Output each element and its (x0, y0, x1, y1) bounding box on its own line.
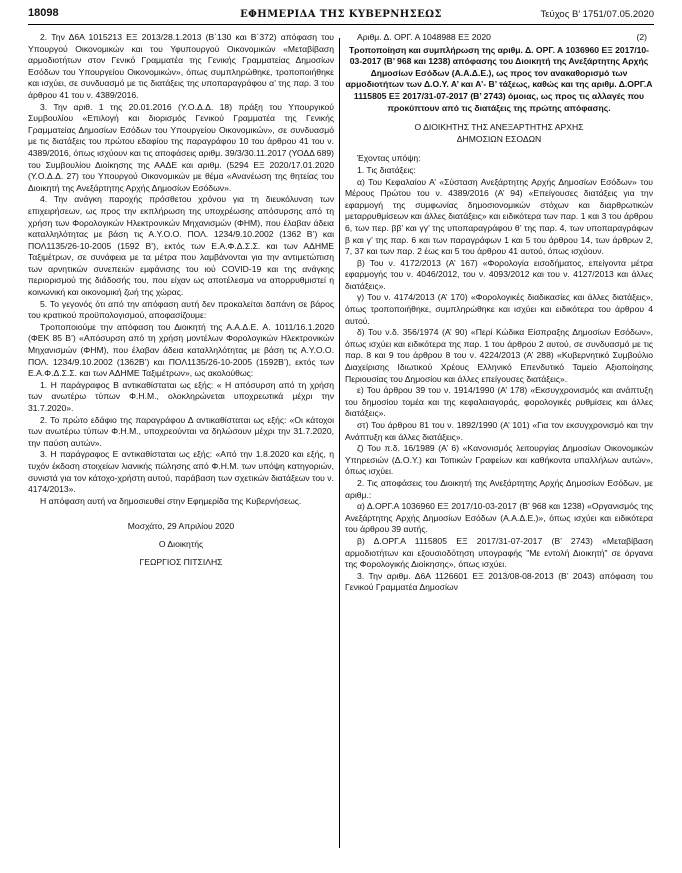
decision-title: Τροποποίηση και συμπλήρωση της αριθμ. Δ. ΟΡΓ. Α 1036960 ΕΞ 2017/10-03-2017 (Β’ 968 και 1238) απόφασης του Διοικητή της Ανεξάρτητης Αρχής Δημοσίων Εσόδων (Α.Α.Δ.Ε.), ως προς τον ανακαθορισμό των αρμοδιοτήτων των Δ.Ο.Υ. Α’ και Α’- Β’ τάξεως, καθώς και της αριθμ. Δ.ΟΡΓ.Α 1115805 ΕΞ 2017/31-07-2017 (Β’ 2743) όμοιας, ως προς τις αλλαγές που προκύπτουν από τις διατάξεις της πρώτης απόφασης. (345, 44, 653, 113)
paragraph: 3. Την αριθμ. Δ6Α 1126601 ΕΞ 2013/08-08-2013 (Β’ 2043) απόφαση του Γενικού Γραμματέα Δημοσίων (345, 570, 653, 593)
paragraph: 4. Την ανάγκη παροχής πρόσθετου χρόνου για τη διευκόλυνση των επιχειρήσεων, ως προς την εκπλήρωση της υποχρέωσης απόσυρσης από τη χρήση των Φορολογικών Ηλεκτρονικών Μηχανισμών (ΦΗΜ), που έλαβαν άδεια καταλληλότητας με βάση τις Α.Υ.Ο.Ο. ΠΟΛ. 1234/9.10.2002 (1362 Β’) και ΠΟΛ1135/26-10-2005 (1592 Β’), εκτός των Ε.Α.Φ.Δ.Σ.Σ. και των ΑΔΗΜΕ Ταξιμέτρων, σε συνάφεια με τα μέτρα που λαμβάνονται για την αντιμετώπιση των αρνητικών συνεπειών εμφάνισης του ιού COVID-19 και της ανάγκης περιορισμού της διάδοσής του, που είχαν ως αποτέλεσμα να απορρυθμιστεί η κοινωνική και οικονομική ζωή της χώρας. (28, 194, 334, 298)
paragraph: δ) Του ν.δ. 356/1974 (Α’ 90) «Περί Κώδικα Είσπραξης Δημοσίων Εσόδων», όπως ισχύει και ειδικότερα της παρ. 1 του άρθρου 2 αυτού, σε συνδυασμό με τις παρ. 8 και 9 του άρθρου 8 του ν. 4224/2013 (Α’ 288) «Κυβερνητικό Συμβούλιο Διαχείρισης Ιδιωτικού Χρέους Ελληνικό Επενδυτικό Ταμείο Αξιοποίησης Περιουσίας του Δημοσίου και άλλες επείγουσες διατάξεις». (345, 327, 653, 384)
paragraph: 2. Το πρώτο εδάφιο της παραγράφου Δ αντικαθίσταται ως εξής: «Οι κάτοχοι των ανωτέρω τύπων Φ.Η.Μ., υποχρεούνται να δηλώσουν μέχρι την 31.7.2020, την παύση αυτών». (28, 414, 334, 448)
paragraph: 2. Την Δ6Α 1015213 ΕΞ 2013/28.1.2013 (Β΄130 και Β΄372) απόφαση του Υπουργού Οικονομικών και του Υφυπουργού Οικονομικών «Μεταβίβαση αρμοδιοτήτων στον Γενικό Γραμματέα της Γενικής Γραμματείας Δημοσίων Εσόδων του Υπουργείου Οικονομικών», όπως συμπληρώθηκε, τροποποιήθηκε και ισχύει, σε συνδυασμό με τις διατάξεις της υποπαραγράφου α’ της παρ. 3 του άρθρου 41 του ν. 4389/2016. (28, 32, 334, 100)
left-column (28, 32, 334, 568)
place-date: Μοσχάτο, 29 Απριλίου 2020 (127, 521, 235, 532)
decision-reference: Αριθμ. Δ. ΟΡΓ. Α 1048988 ΕΞ 2020 (357, 32, 491, 42)
paragraph: Η απόφαση αυτή να δημοσιευθεί στην Εφημερίδα της Κυβερνήσεως. (40, 495, 302, 506)
issuing-authority (345, 122, 653, 145)
paragraph: 1. Τις διατάξεις: (357, 164, 416, 175)
paragraph: στ) Του άρθρου 81 του ν. 1892/1990 (Α’ 101) «Για τον εκσυγχρονισμό και την Ανάπτυξη και άλλες διατάξεις». (345, 420, 653, 442)
paragraph: Έχοντας υπόψη: (357, 153, 421, 164)
signer-name: ΓΕΩΡΓΙΟΣ ΠΙΤΣΙΛΗΣ (139, 556, 223, 567)
issue-info: Τεύχος Β’ 1751/07.05.2020 (540, 9, 654, 20)
gazette-title: ΕΦΗΜΕΡΙΔΑ ΤΗΣ ΚΥΒΕΡΝΗΣΕΩΣ (240, 9, 442, 20)
paragraph: 2. Τις αποφάσεις του Διοικητή της Ανεξάρτητης Αρχής Δημοσίων Εσόδων, με αριθμ.: (345, 477, 653, 500)
signer-title: Ο Διοικητής (158, 538, 204, 549)
decision-number: (2) (636, 32, 647, 42)
paragraph: 3. Η παράγραφος Ε αντικαθίσταται ως εξής: «Από την 1.8.2020 και εξής, η τυχόν έκδοση στοιχείων λιανικής πώλησης από Φ.Η.Μ. των υπόψη κατηγοριών, συνιστά για τον κάτοχο-χρήστη αυτού, παράβαση των σχετικών διατάξεων του ν. 4174/2013». (28, 449, 334, 495)
paragraph: Τροποποιούμε την απόφαση του Διοικητή της Α.Α.Δ.Ε. Α. 1011/16.1.2020 (ΦΕΚ 85 Β’) «Απόσυρση από τη χρήση μοντέλων Φορολογικών Ηλεκτρονικών Μηχανισμών (ΦΗΜ), που έλαβαν άδεια καταλληλότητας με βάση τις Α.Υ.Ο.Ο. ΠΟΛ. 1234/9.10.2002 (1362Β’) και ΠΟΛ1135/26-10-2005 (1592Β’), εκτός των Ε.Α.Φ.Δ.Σ.Σ. και των ΑΔΗΜΕ Ταξιμέτρων», ως ακολούθως: (28, 321, 334, 379)
authority-line: Ο ΔΙΟΙΚΗΤΗΣ ΤΗΣ ΑΝΕΞΑΡΤΗΤΗΣ ΑΡΧΗΣ (414, 122, 584, 133)
authority-line: ΔΗΜΟΣΙΩΝ ΕΣΟΔΩΝ (456, 133, 542, 144)
column-divider (339, 38, 340, 848)
header-rule (28, 24, 654, 25)
paragraph: β) Δ.ΟΡΓ.Α 1115805 ΕΞ 2017/31-07-2017 (Β’ 2743) «Μεταβίβαση αρμοδιοτήτων και εξουσιοδότηση υπογραφής "Με εντολή Διοικητή" σε όργανα της Φορολογικής Διοίκησης», όπως ισχύει. (345, 535, 653, 570)
page-number: 18098 (28, 7, 59, 19)
paragraph: 3. Την αριθ. 1 της 20.01.2016 (Υ.Ο.Δ.Δ. 18) πράξη του Υπουργικού Συμβουλίου «Επιλογή και διορισμός Γενικού Γραμματέα της Γενικής Γραμματείας Δημοσίων Εσόδων του Υπουργείου Οικονομικών», σε συνδυασμό με τις διατάξεις του πρώτου εδαφίου της παραγράφου 10 του άρθρου 41 του ν. 4389/2016, όπως ισχύουν και τις αποφάσεις αριθμ. 39/3/30.11.2017 (ΥΟΔΔ 689) του Συμβουλίου Διοίκησης της ΑΑΔΕ και αριθμ. (5294 ΕΞ 2020/17.01.2020 (Υ.Ο.Δ.Δ. 27) του Υπουργού Οικονομικών με θέμα «Ανανέωση της θητείας του Διοικητή της Ανεξάρτητης Αρχής Δημοσίων Εσόδων». (28, 101, 335, 193)
paragraph: ζ) Του π.δ. 16/1989 (Α’ 6) «Κανονισμός λειτουργίας Δημοσίων Οικονομικών Υπηρεσιών (Δ.Ο.Υ.) και Τοπικών Γραφείων και καθήκοντα υπαλλήλων αυτών», όπως ισχύει. (345, 443, 653, 477)
paragraph: α) Δ.ΟΡΓ.Α 1036960 ΕΞ 2017/10-03-2017 (Β’ 968 και 1238) «Οργανισμός της Ανεξάρτητης Αρχής Δημοσίων Εσόδων (Α.Α.Δ.Ε.)», όπως ισχύει και ειδικότερα του άρθρου 39 αυτής. (345, 501, 653, 535)
right-column (345, 32, 653, 594)
paragraph: γ) Του ν. 4174/2013 (Α’ 170) «Φορολογικές διαδικασίες και άλλες διατάξεις», όπως τροποποιήθηκε, συμπληρώθηκε και ισχύει και ειδικότερα του άρθρου 4 αυτού. (345, 292, 653, 326)
paragraph: β) Του ν. 4172/2013 (Α’ 167) «Φορολογία εισοδήματος, επείγοντα μέτρα εφαρμογής του ν. 4046/2012, του ν. 4093/2012 και του ν. 4127/2013 και άλλες διατάξεις». (345, 257, 653, 291)
paragraph: 5. Το γεγονός ότι από την απόφαση αυτή δεν προκαλείται δαπάνη σε βάρος του κρατικού προϋπολογισμού, αποφασίζουμε: (28, 298, 334, 321)
paragraph: 1. Η παράγραφος Β αντικαθίσταται ως εξής: « Η απόσυρση από τη χρήση των ανωτέρω τύπων Φ.Η.Μ., ολοκληρώνεται υποχρεωτικά μέχρι την 31.7.2020». (28, 379, 334, 413)
paragraph: α) Του Κεφαλαίου Α’ «Σύσταση Ανεξάρτητης Αρχής Δημοσίων Εσόδων» του Μέρους Πρώτου του ν. 4389/2016 (Α’ 94) «Επείγουσες διατάξεις για την εφαρμογή της συμφωνίας δημοσιονομικών στόχων και διαρθρωτικών μεταρρυθμίσεων και άλλες διατάξεις» και ειδικότερα των παρ. 1 και 3 του άρθρου 6, των περ. ββ’ και γγ’ της υποπαραγράφου θ’ της παρ. 4, των υποπαραγράφων β και γ’ της παρ. 6 και των παραγράφων 1 και 5 του άρθρου 14, των άρθρων 2, 7, 37 και των παρ. 2 έως και 5 του άρθρου 41 αυτού, όπως ισχύουν. (345, 176, 653, 257)
decision-reference-row (345, 32, 653, 44)
paragraph: ε) Του άρθρου 39 του ν. 1914/1990 (Α’ 178) «Εκσυγχρονισμός και ανάπτυξη του δημοσίου τομέα και της κεφαλαιαγοράς, φορολογικές ρυθμίσεις και άλλες διατάξεις». (345, 385, 653, 419)
page-header (28, 8, 654, 24)
